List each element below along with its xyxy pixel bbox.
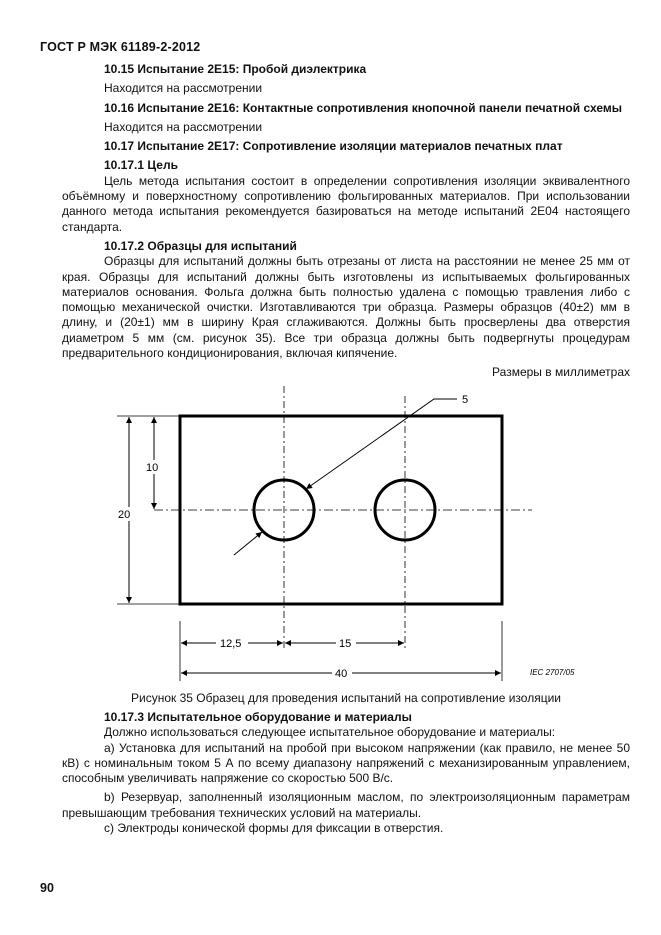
dim-hole-spacing-label: 15 (339, 637, 352, 650)
dim-length-label: 40 (335, 667, 348, 680)
dim-height-label: 20 (118, 508, 131, 521)
list-item-a: а) Установка для испытаний на пробой при высоком напряжении (как правило, не менее 50 кВ) с номинальным током 5 А по всему диапазону напряжений с механизированным управлением, способным увеличивать напряжение со скоростью 500 В/с. (62, 740, 630, 786)
section-10-17-2-text: Образцы для испытаний должны быть отрезаны от листа на расстоянии не менее 25 мм от края. Образцы для испытаний должны быть изготовлены из испытываемых фольгированных материалов основания. Фольга должна быть полностью удалена с помощью травления либо с помощью механической очистки. Изготавливаются три образца. Размеры образцов (40±2) мм в длину, и (20±1) мм в ширину Края сглаживаются. Должны быть просверлены два отверстия диаметром 5 мм (см. рисунок 35). Все три образца должны быть подвергнуты процедурам предварительного кондиционирования, включая кипячение. (62, 254, 630, 361)
list-item-b: b) Резервуар, заполненный изоляционным маслом, по электроизоляционным параметрам превышающим требования технических условий на материалы. (62, 790, 630, 820)
iec-reference-mark: IEC 2707/05 (530, 667, 575, 677)
section-10-17-3-text: Должно использоваться следующее испытательное оборудование и материалы: (104, 725, 556, 740)
section-10-16-title: 10.16 Испытание 2Е16: Контактные сопротивления кнопочной панели печатной схемы (104, 100, 622, 115)
dim-half-height-label: 10 (146, 461, 159, 474)
document-header: ГОСТ Р МЭК 61189-2-2012 (40, 40, 201, 54)
document-body (62, 62, 630, 836)
list-item-c: с) Электроды конической формы для фиксации в отверстия. (104, 821, 444, 836)
dim-edge-to-hole-label: 12,5 (220, 637, 242, 650)
figure-caption: Рисунок 35 Образец для проведения испытаний на сопротивление изоляции (131, 690, 561, 705)
section-10-16-text: Находится на рассмотрении (104, 119, 263, 134)
section-10-15-text: Находится на рассмотрении (104, 81, 263, 96)
page-number: 90 (40, 881, 54, 895)
section-10-17-3-title: 10.17.3 Испытательное оборудование и материалы (104, 709, 412, 724)
section-10-17-2-title: 10.17.2 Образцы для испытаний (104, 238, 297, 253)
callout-label: 5 (462, 393, 469, 406)
section-10-17-1-title: 10.17.1 Цель (104, 158, 178, 173)
specimen-drawing (62, 381, 630, 689)
diameter-arrow (234, 532, 262, 555)
callout-leader (306, 399, 457, 489)
dimensions-note: Размеры в миллиметрах (492, 365, 630, 380)
section-10-17-title: 10.17 Испытание 2Е17: Сопротивление изоляции материалов печатных плат (104, 139, 563, 154)
section-10-15-title: 10.15 Испытание 2Е15: Пробой диэлектрика (104, 62, 367, 76)
section-10-17-1-text: Цель метода испытания состоит в определении сопротивления изоляции эквивалентного объёмному и поверхностному сопротивлению фольгированных материалов. При использовании данного метода испытания рекомендуется базироваться на методе испытаний 2Е04 настоящего стандарта. (62, 173, 630, 234)
figure-35 (62, 381, 630, 689)
